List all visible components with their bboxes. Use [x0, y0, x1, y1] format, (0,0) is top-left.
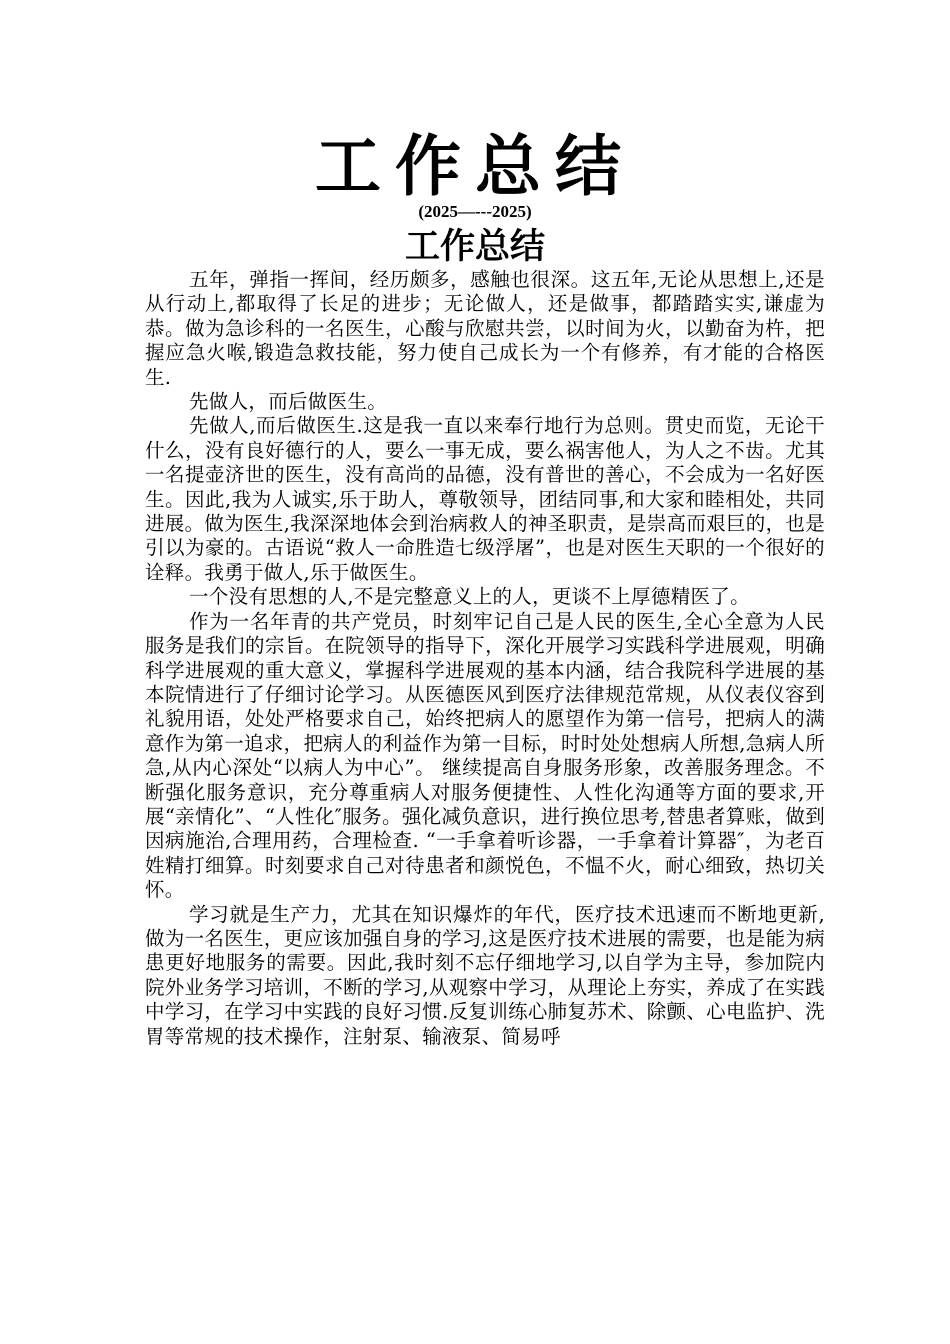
- paragraph: 学习就是生产力，尤其在知识爆炸的年代，医疗技术迅速而不断地更新,做为一名医生，更应该加强自身的学习,这是医疗技术进展的需要，也是能为病患更好地服务的需要。因此,我时刻不忘仔细地学习,以自学为主导，参加院内院外业务学习培训，不断的学习,从观察中学习，从理论上夯实，养成了在实践中学习，在学习中实践的良好习惯.反复训练心肺复苏术、除颤、心电监护、洗胃等常规的技术操作，注射泵、输液泵、简易呼: [145, 902, 825, 1048]
- document-subtitle: 工作总结: [404, 226, 545, 267]
- paragraph: 五年，弹指一挥间，经历颇多，感触也很深。这五年,无论从思想上,还是从行动上,都取得了长足的进步；无论做人，还是做事，都踏踏实实,谦虚为恭。做为急诊科的一名医生，心酸与欣慰共尝，以时间为火，以勤奋为杵，把握应急火喉,锻造急救技能，努力使自己成长为一个有修养，有才能的合格医生.: [145, 268, 825, 389]
- paragraph: 先做人，而后做医生。: [189, 390, 388, 414]
- document-title: 工作总结: [315, 127, 635, 205]
- paragraph: 一个没有思想的人,不是完整意义上的人，更谈不上厚德精医了。: [189, 585, 750, 609]
- document-body: [145, 268, 825, 1049]
- paragraph: 先做人,而后做医生.这是我一直以来奉行地行为总则。贯史而览，无论干什么，没有良好德行的人，要么一事无成，要么祸害他人，为人之不齿。尤其一名提壶济世的医生，没有高尚的品德，没有普世的善心，不会成为一名好医生。因此,我为人诚实,乐于助人，尊敬领导，团结同事,和大家和睦相处，共同进展。做为医生,我深深地体会到治病救人的神圣职责，是崇高而艰巨的，也是引以为豪的。古语说“救人一命胜造七级浮屠”，也是对医生天职的一个很好的诠释。我勇于做人,乐于做医生。: [145, 414, 825, 584]
- date-range: (2025—---2025): [418, 202, 532, 221]
- paragraph: 作为一名年青的共产党员，时刻牢记自己是人民的医生,全心全意为人民服务是我们的宗旨。在院领导的指导下，深化开展学习实践科学进展观，明确科学进展观的重大意义，掌握科学进展观的基本内涵，结合我院科学进展的基本院情进行了仔细讨论学习。从医德医风到医疗法律规范常规，从仪表仪容到礼貌用语，处处严格要求自己，始终把病人的愿望作为第一信号，把病人的满意作为第一追求，把病人的利益作为第一目标，时时处处想病人所想,急病人所急,从内心深处“以病人为中心”。 继续提高自身服务形象，改善服务理念。不断强化服务意识，充分尊重病人对服务便捷性、人性化沟通等方面的要求,开展“亲情化”、“人性化″服务。强化减负意识，进行换位思考,替患者算账，做到因病施治,合理用药，合理检查. “一手拿着听诊器，一手拿着计算器″，为老百姓精打细算。时刻要求自己对待患者和颜悦色，不愠不火，耐心细致，热切关怀。: [145, 609, 825, 902]
